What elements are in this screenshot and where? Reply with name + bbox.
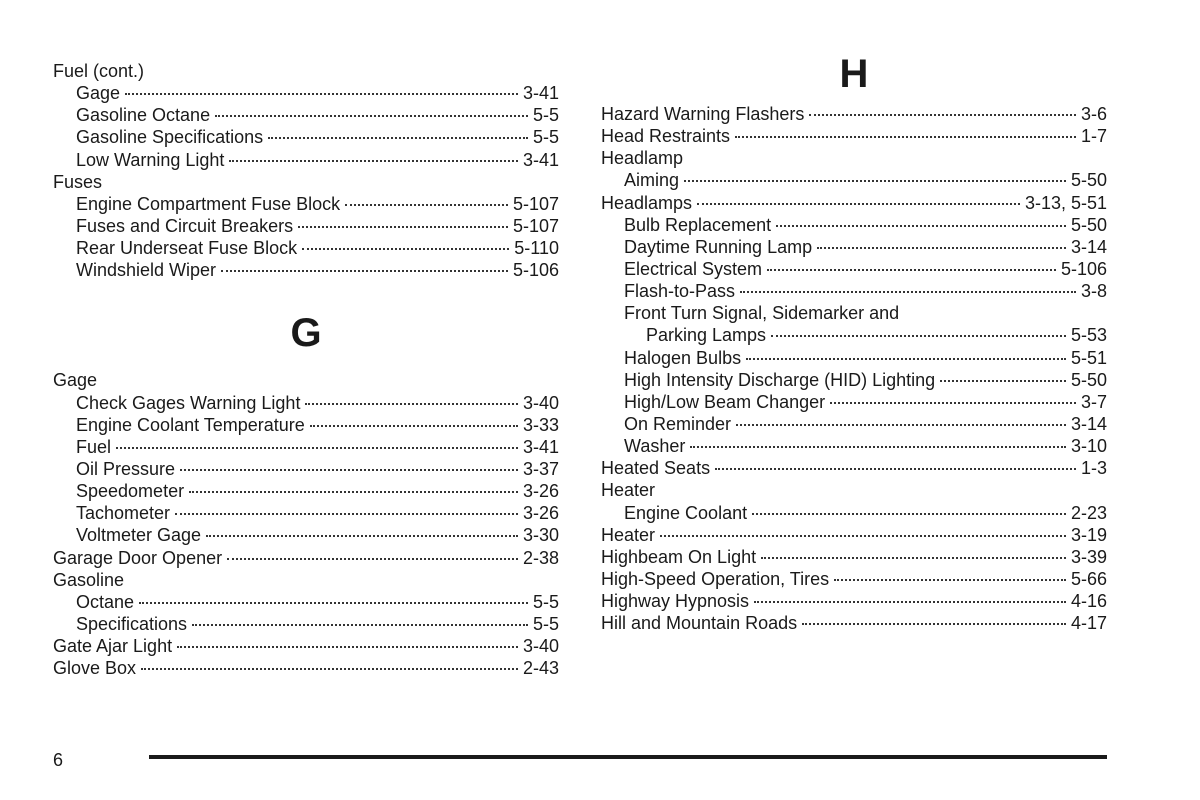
index-entry [601,169,1107,191]
index-entry-page: 5-110 [514,238,559,259]
index-entry [53,458,559,480]
index-entry-page: 5-66 [1070,568,1107,589]
index-entry-label: Gasoline [53,569,125,590]
index-entry-page: 3-40 [522,636,559,657]
index-entry-label: Engine Coolant Temperature [76,414,305,435]
index-entry-page: 5-107 [512,193,559,214]
dot-leader [776,225,1066,227]
index-entry-label: Gage [76,83,121,104]
dot-leader [229,160,518,162]
index-entry [53,149,559,171]
dot-leader [215,115,528,117]
index-entry-page: 3-14 [1070,413,1107,434]
index-entry-label: Check Gages Warning Light [76,392,301,413]
index-entry-label: High-Speed Operation, Tires [601,568,830,589]
index-entry-label: High/Low Beam Changer [624,391,826,412]
index-entry-page: 3-6 [1080,104,1107,124]
dot-leader [305,403,518,405]
index-entry [601,214,1107,236]
index-entry-label: Engine Coolant [624,502,748,523]
index-entry-page: 5-50 [1070,170,1107,191]
index-entry [601,568,1107,590]
index-entry [601,590,1107,612]
index-entry-label: Gasoline Specifications [76,127,264,148]
index-entry [53,502,559,524]
index-entry [601,258,1107,280]
index-entry [601,125,1107,147]
index-entry-page: 2-43 [522,658,559,679]
index-group-g [53,369,559,679]
index-entry [53,193,559,215]
index-entry-label: Hazard Warning Flashers [601,104,805,124]
index-entry [601,524,1107,546]
index-entry [601,413,1107,435]
footer-rule [149,755,1107,759]
index-entry [601,302,1107,324]
index-entry-label: Garage Door Opener [53,547,223,568]
index-entry-label: Heater [601,480,656,501]
index-entry-page: 1-7 [1080,126,1107,147]
index-entry-page: 2-38 [522,547,559,568]
dot-leader [834,579,1066,581]
index-entry-label: Fuses and Circuit Breakers [76,215,294,236]
dot-leader [268,137,528,139]
index-entry-page: 4-17 [1070,613,1107,634]
index-entry-page: 3-41 [522,149,559,170]
index-entry-label: Fuel (cont.) [53,61,145,81]
dot-leader [736,424,1066,426]
dot-leader [697,203,1020,205]
index-entry-label: Gasoline Octane [76,105,211,126]
index-entry-page: 3-39 [1070,546,1107,567]
index-entry-label: Fuses [53,171,103,192]
index-entry-page: 5-50 [1070,369,1107,390]
dot-leader [940,380,1066,382]
index-entry-label: High Intensity Discharge (HID) Lighting [624,369,936,390]
dot-leader [767,269,1056,271]
index-entry-label: Hill and Mountain Roads [601,613,798,634]
index-entry-label: Front Turn Signal, Sidemarker and [624,303,900,324]
dot-leader [754,601,1066,603]
index-entry-label: Head Restraints [601,126,731,147]
index-entry [53,237,559,259]
index-entry [601,457,1107,479]
index-entry-label: Parking Lamps [646,325,767,346]
index-entry-page: 5-50 [1070,214,1107,235]
index-group-f [53,60,559,281]
index-entry-label: Bulb Replacement [624,214,772,235]
index-entry [601,103,1107,125]
index-entry-label: Specifications [76,613,188,634]
index-entry-page: 5-53 [1070,325,1107,346]
index-entry-label: Engine Compartment Fuse Block [76,193,341,214]
dot-leader [302,248,509,250]
dot-leader [139,602,528,604]
index-entry-label: Washer [624,436,686,457]
index-entry-page: 3-41 [522,436,559,457]
index-entry [53,569,559,591]
index-entry-label: On Reminder [624,413,732,434]
index-entry [601,612,1107,634]
index-entry-page: 3-7 [1080,391,1107,412]
index-entry [601,391,1107,413]
dot-leader [227,558,518,560]
index-entry-label: Octane [76,591,135,612]
dot-leader [221,270,508,272]
index-column-left [53,60,559,679]
index-entry [53,392,559,414]
index-entry-page: 3-13, 5-51 [1024,192,1107,213]
section-letter-g: G [290,311,322,356]
index-entry-label: Fuel [76,436,112,457]
index-entry-label: Aiming [624,170,680,191]
index-entry [53,524,559,546]
index-entry [601,347,1107,369]
index-entry-page: 5-5 [532,127,559,148]
index-entry [53,547,559,569]
index-entry-page: 3-14 [1070,236,1107,257]
dot-leader [298,226,508,228]
index-entry [53,414,559,436]
index-entry-label: Tachometer [76,503,171,524]
index-entry-label: Gage [53,370,98,391]
page-number: 6 [53,750,64,770]
index-entry-label: Windshield Wiper [76,260,217,281]
index-entry-page: 5-5 [532,591,559,612]
index-entry-label: Glove Box [53,658,137,679]
index-entry [601,479,1107,501]
dot-leader [180,469,518,471]
dot-leader [735,136,1076,138]
index-entry [601,192,1107,214]
index-entry-page: 5-5 [532,105,559,126]
index-entry [601,369,1107,391]
index-entry [601,502,1107,524]
index-entry-page: 3-10 [1070,436,1107,457]
index-group-h [601,103,1107,634]
index-entry-page: 5-106 [1060,258,1107,279]
dot-leader [206,535,518,537]
index-entry-page: 5-5 [532,613,559,634]
dot-leader [771,335,1066,337]
index-entry [53,60,559,82]
dot-leader [189,491,518,493]
index-entry [53,591,559,613]
index-entry-page: 3-41 [522,83,559,104]
dot-leader [177,646,518,648]
index-entry [601,147,1107,169]
index-entry [601,324,1107,346]
index-entry [53,369,559,391]
dot-leader [345,204,508,206]
index-entry-label: Gate Ajar Light [53,636,173,657]
index-entry-label: Highway Hypnosis [601,591,750,612]
index-entry-label: Headlamp [601,148,684,169]
index-entry [601,236,1107,258]
index-entry [53,436,559,458]
index-entry-page: 4-16 [1070,591,1107,612]
dot-leader [684,180,1066,182]
dot-leader [141,668,518,670]
dot-leader [175,513,518,515]
index-entry [53,82,559,104]
dot-leader [310,425,518,427]
dot-leader [116,447,518,449]
index-entry-page: 3-26 [522,481,559,502]
index-entry-label: Halogen Bulbs [624,347,742,368]
index-entry [53,613,559,635]
index-entry-page: 3-33 [522,414,559,435]
dot-leader [660,535,1066,537]
dot-leader [740,291,1076,293]
dot-leader [746,358,1066,360]
index-entry-label: Voltmeter Gage [76,525,202,546]
index-entry [53,480,559,502]
index-entry-label: Speedometer [76,481,185,502]
dot-leader [690,446,1066,448]
index-entry [601,280,1107,302]
index-entry-page: 2-23 [1070,502,1107,523]
dot-leader [809,114,1076,116]
index-entry-label: Electrical System [624,258,763,279]
index-entry [601,435,1107,457]
index-entry [53,635,559,657]
index-entry [601,546,1107,568]
index-entry-page: 3-37 [522,458,559,479]
dot-leader [192,624,528,626]
index-entry-page: 3-30 [522,525,559,546]
index-entry-label: Daytime Running Lamp [624,236,813,257]
index-entry-label: Oil Pressure [76,458,176,479]
index-entry-label: Low Warning Light [76,149,225,170]
index-entry-page: 5-106 [512,260,559,281]
index-column-right [601,52,1107,634]
index-entry-page: 3-40 [522,392,559,413]
index-entry-page: 1-3 [1080,458,1107,479]
index-entry-page: 5-107 [512,215,559,236]
index-entry-label: Flash-to-Pass [624,281,736,302]
index-entry-page: 3-8 [1080,281,1107,302]
index-entry [53,657,559,679]
index-entry-label: Headlamps [601,192,693,213]
index-entry-label: Rear Underseat Fuse Block [76,238,298,259]
dot-leader [761,557,1066,559]
index-entry [53,215,559,237]
index-entry [53,126,559,148]
dot-leader [830,402,1076,404]
index-entry-page: 5-51 [1070,347,1107,368]
index-entry-page: 3-26 [522,503,559,524]
index-entry [53,104,559,126]
index-entry-page: 3-19 [1070,524,1107,545]
index-entry [53,259,559,281]
index-entry [53,171,559,193]
dot-leader [125,93,518,95]
dot-leader [715,468,1076,470]
dot-leader [817,247,1066,249]
section-letter-h: H [839,52,869,96]
index-entry-label: Highbeam On Light [601,546,757,567]
dot-leader [802,623,1066,625]
index-entry-label: Heated Seats [601,458,711,479]
index-entry-label: Heater [601,524,656,545]
dot-leader [752,513,1066,515]
